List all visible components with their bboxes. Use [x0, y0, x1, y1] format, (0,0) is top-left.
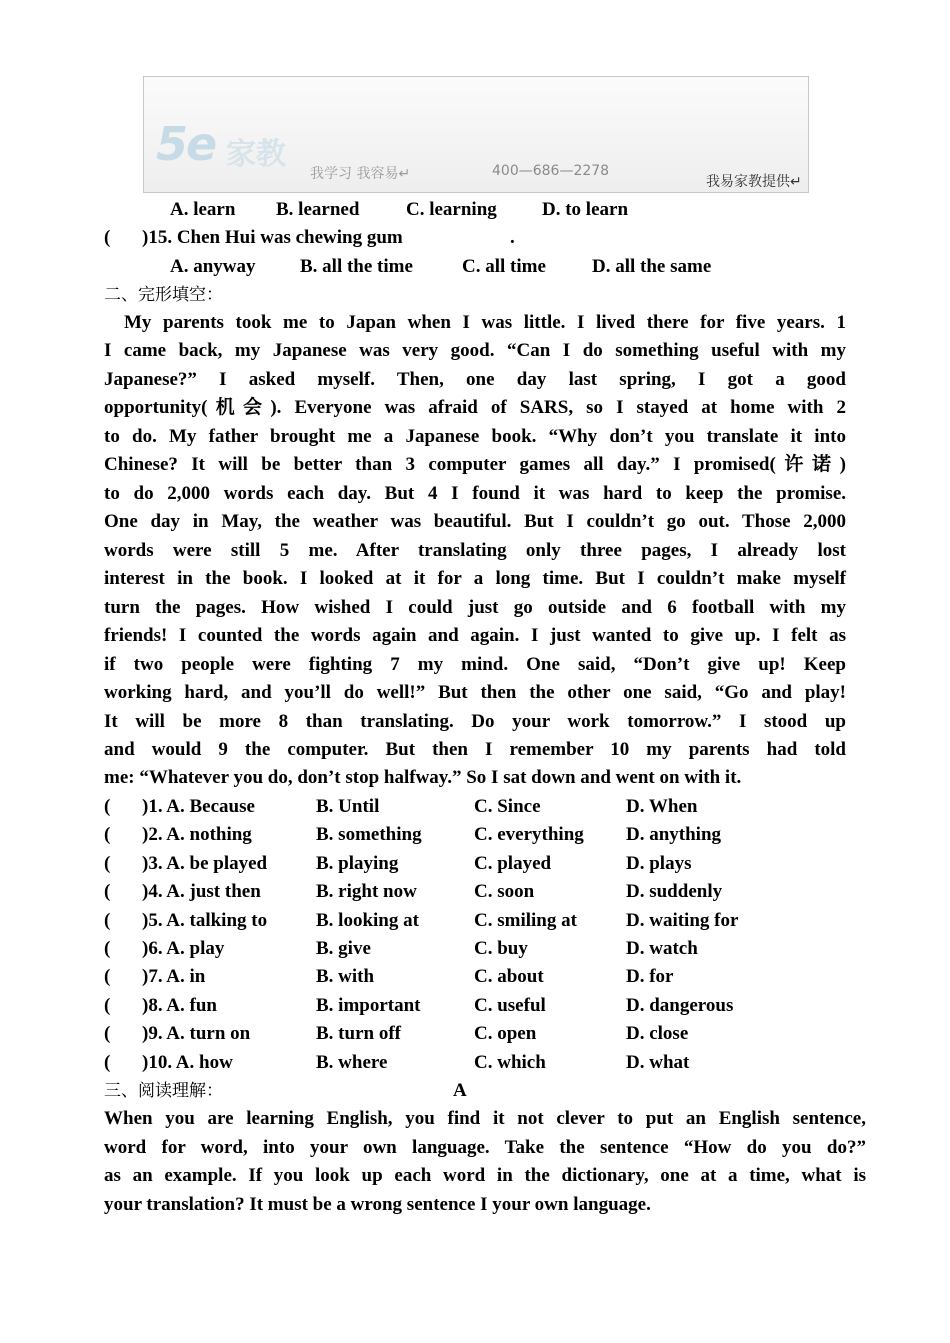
- option-b: B. with: [316, 966, 375, 987]
- option-d: D. all the same: [592, 256, 712, 277]
- cloze-question-row: [104, 1022, 844, 1046]
- option-b: B. Until: [316, 796, 380, 817]
- header-banner: [143, 76, 809, 193]
- answer-paren: (: [104, 1052, 111, 1073]
- cloze-question-row: [104, 994, 844, 1018]
- option-d: D. dangerous: [626, 995, 734, 1016]
- passage-line: opportunity(机会). Everyone was afraid of SARS, so I stayed at home with 2: [104, 397, 846, 418]
- logo-chinese: 家教: [226, 137, 286, 172]
- passage-line: me: “Whatever you do, don’t stop halfway.” So I sat down and went on with it.: [104, 767, 742, 788]
- reading-line: When you are learning English, you find it not clever to put an English sentence,: [104, 1108, 866, 1129]
- answer-paren: (: [104, 227, 111, 248]
- option-c: C. which: [474, 1052, 546, 1073]
- reading-line: your translation? It must be a wrong sentence I your own language.: [104, 1194, 651, 1215]
- cloze-question-row: [104, 1051, 844, 1075]
- option-a: A. learn: [170, 199, 236, 220]
- option-d: D. plays: [626, 853, 692, 874]
- logo: 5e: [156, 117, 216, 171]
- cloze-question-row: [104, 880, 844, 904]
- option-b: B. something: [316, 824, 422, 845]
- question-option-a: )8. A. fun: [142, 995, 217, 1016]
- option-c: C. soon: [474, 881, 535, 902]
- cloze-question-row: [104, 795, 844, 819]
- passage-line: Japanese?” I asked myself. Then, one day last spring, I got a good: [104, 369, 846, 390]
- option-d: D. to learn: [542, 199, 629, 220]
- option-c: C. played: [474, 853, 552, 874]
- reading-part-label: A: [453, 1080, 467, 1101]
- question-end: .: [510, 227, 515, 248]
- passage-line: My parents took me to Japan when I was little. I lived there for five years. 1: [124, 312, 846, 333]
- option-c: C. useful: [474, 995, 546, 1016]
- reading-line: as an example. If you look up each word in the dictionary, one at a time, what is: [104, 1165, 866, 1186]
- option-c: C. everything: [474, 824, 584, 845]
- question-option-a: )1. A. Because: [142, 796, 255, 817]
- question-option-a: )10. A. how: [142, 1052, 233, 1073]
- answer-paren: (: [104, 881, 111, 902]
- option-b: B. important: [316, 995, 421, 1016]
- passage-line: working hard, and you’ll do well!” But then the other one said, “Go and play!: [104, 682, 846, 703]
- passage-line: friends! I counted the words again and again. I just wanted to give up. I felt as: [104, 625, 846, 646]
- option-d: D. suddenly: [626, 881, 723, 902]
- option-d: D. anything: [626, 824, 722, 845]
- option-c: C. open: [474, 1023, 537, 1044]
- passage-line: turn the pages. How wished I could just go outside and 6 football with my: [104, 597, 846, 618]
- section-title-cloze: 二、完形填空：: [104, 285, 223, 305]
- option-b: B. looking at: [316, 910, 419, 931]
- option-c: C. buy: [474, 938, 528, 959]
- answer-paren: (: [104, 796, 111, 817]
- option-d: D. When: [626, 796, 698, 817]
- passage-line: interest in the book. I looked at it for a long time. But I couldn’t make myself: [104, 568, 846, 589]
- passage-line: One day in May, the weather was beautiful. But I couldn’t go out. Those 2,000: [104, 511, 846, 532]
- q14-options: [104, 198, 844, 222]
- option-d: D. what: [626, 1052, 690, 1073]
- option-b: B. where: [316, 1052, 388, 1073]
- option-c: C. about: [474, 966, 544, 987]
- option-b: B. playing: [316, 853, 399, 874]
- question-option-a: )7. A. in: [142, 966, 206, 987]
- option-b: B. give: [316, 938, 371, 959]
- answer-paren: (: [104, 995, 111, 1016]
- passage-line: to do. My father brought me a Japanese book. “Why don’t you translate it into: [104, 426, 846, 447]
- phone-number: 400—686—2278: [492, 163, 610, 179]
- answer-paren: (: [104, 853, 111, 874]
- cloze-question-row: [104, 852, 844, 876]
- cloze-question-row: [104, 965, 844, 989]
- option-b: B. learned: [276, 199, 360, 220]
- answer-paren: (: [104, 1023, 111, 1044]
- passage-line: words were still 5 me. After translating only three pages, I already lost: [104, 540, 846, 561]
- question-option-a: )9. A. turn on: [142, 1023, 251, 1044]
- cloze-question-row: [104, 937, 844, 961]
- answer-paren: (: [104, 824, 111, 845]
- passage-line: It will be more 8 than translating. Do your work tomorrow.” I stood up: [104, 711, 846, 732]
- question-text: )15. Chen Hui was chewing gum: [142, 227, 403, 248]
- question-option-a: )2. A. nothing: [142, 824, 252, 845]
- slogan: 我学习 我容易↵: [310, 166, 411, 182]
- option-d: D. waiting for: [626, 910, 739, 931]
- passage-line: and would 9 the computer. But then I remember 10 my parents had told: [104, 739, 846, 760]
- question-option-a: )6. A. play: [142, 938, 225, 959]
- option-d: D. for: [626, 966, 674, 987]
- reading-line: word for word, into your own language. Take the sentence “How do you do?”: [104, 1137, 866, 1158]
- question-option-a: )5. A. talking to: [142, 910, 268, 931]
- option-c: C. learning: [406, 199, 497, 220]
- option-c: C. all time: [462, 256, 546, 277]
- q15-stem: [104, 226, 844, 250]
- option-d: D. close: [626, 1023, 689, 1044]
- passage-line: I came back, my Japanese was very good. “Can I do something useful with my: [104, 340, 846, 361]
- passage-line: if two people were fighting 7 my mind. One said, “Don’t give up! Keep: [104, 654, 846, 675]
- section-title-reading: 三、阅读理解：: [104, 1081, 223, 1101]
- question-option-a: )3. A. be played: [142, 853, 268, 874]
- option-c: C. Since: [474, 796, 541, 817]
- passage-line: to do 2,000 words each day. But 4 I found it was hard to keep the promise.: [104, 483, 846, 504]
- option-b: B. all the time: [300, 256, 413, 277]
- passage-line: Chinese? It will be better than 3 computer games all day.” I promised(许诺): [104, 454, 846, 475]
- provider-text: 我易家教提供↵: [706, 174, 802, 190]
- option-c: C. smiling at: [474, 910, 577, 931]
- q15-options: [104, 255, 844, 279]
- answer-paren: (: [104, 966, 111, 987]
- answer-paren: (: [104, 938, 111, 959]
- option-d: D. watch: [626, 938, 698, 959]
- option-b: B. right now: [316, 881, 417, 902]
- option-b: B. turn off: [316, 1023, 401, 1044]
- answer-paren: (: [104, 910, 111, 931]
- cloze-question-row: [104, 823, 844, 847]
- cloze-question-row: [104, 909, 844, 933]
- option-a: A. anyway: [170, 256, 256, 277]
- question-option-a: )4. A. just then: [142, 881, 261, 902]
